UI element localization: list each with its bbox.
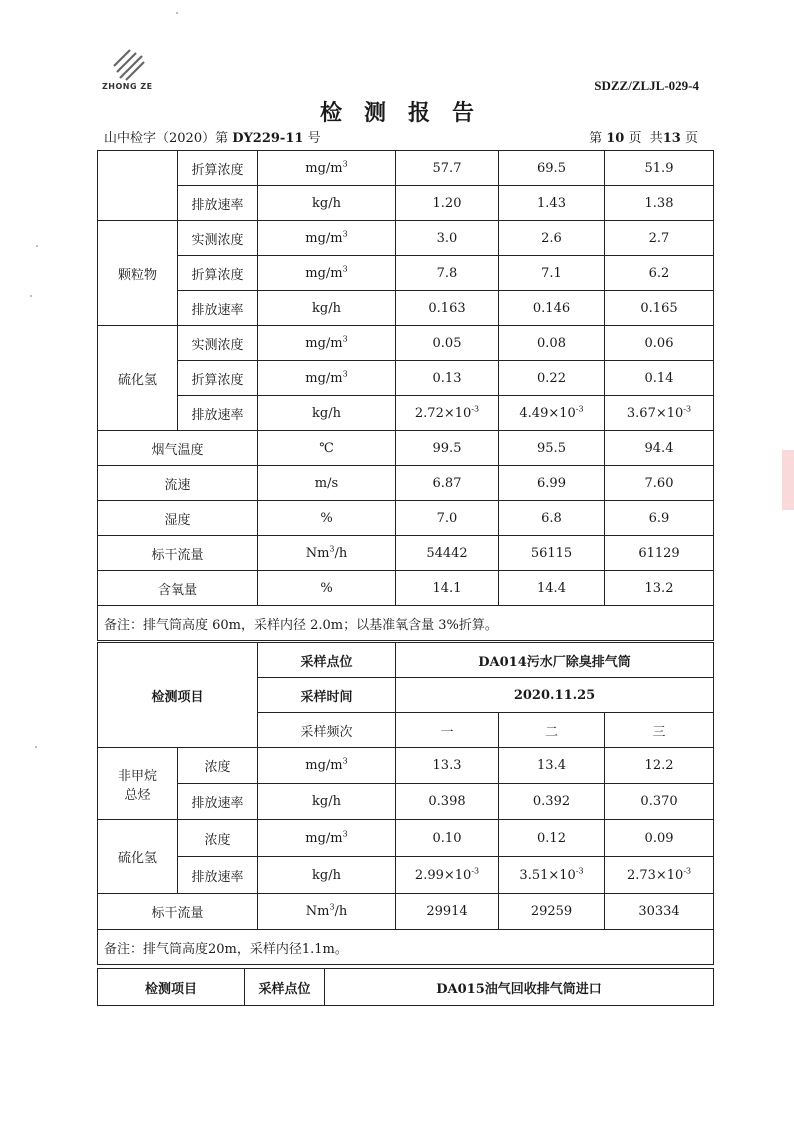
- value-cell: 2.6: [499, 221, 605, 256]
- table-row: [98, 501, 714, 536]
- unit-cell: $mg/m^3$: [258, 820, 396, 857]
- unit-cell: $mg/m^3$: [258, 151, 396, 186]
- value-cell: 99.5: [396, 431, 499, 466]
- unit-cell: $mg/m^3$: [258, 256, 396, 291]
- value-cell: 6.2: [605, 256, 714, 291]
- value-cell: 29259: [499, 894, 605, 930]
- table-row: [98, 606, 714, 641]
- unit-cell: $mg/m^3$: [258, 326, 396, 361]
- header-cell: 检测项目: [98, 969, 245, 1006]
- value-cell: 95.5: [499, 431, 605, 466]
- unit-cell: %: [258, 571, 396, 606]
- table-row: [98, 396, 714, 431]
- table-row: [98, 820, 714, 857]
- table-row: [98, 894, 714, 930]
- scan-speck: [30, 295, 32, 297]
- value-cell: 1.20: [396, 186, 499, 221]
- value-cell: 6.99: [499, 466, 605, 501]
- value-cell: 0.06: [605, 326, 714, 361]
- value-cell: 0.14: [605, 361, 714, 396]
- item-cell: 实测浓度: [178, 221, 258, 256]
- header-cell: 采样频次: [258, 713, 396, 748]
- item-cell: 湿度: [98, 501, 258, 536]
- unit-cell: $mg/m^3$: [258, 361, 396, 396]
- value-cell: 7.1: [499, 256, 605, 291]
- unit-cell: Nm$^3$/h: [258, 894, 396, 930]
- value-cell: 0.392: [499, 784, 605, 820]
- results-table-da014: [97, 642, 714, 965]
- sampling-point: DA015油气回收排气筒进口: [325, 969, 714, 1006]
- value-cell: 12.2: [605, 748, 714, 784]
- value-cell: 0.08: [499, 326, 605, 361]
- item-cell: 实测浓度: [178, 326, 258, 361]
- table-row: [98, 857, 714, 894]
- item-cell: 含氧量: [98, 571, 258, 606]
- item-cell: 排放速率: [178, 396, 258, 431]
- remark-cell: 备注：排气筒高度20m，采样内径1.1m。: [98, 930, 714, 965]
- logo-text: ZHONG ZE: [102, 82, 153, 91]
- remark-cell: 备注：排气筒高度 60m，采样内径 2.0m；以基准氧含量 3%折算。: [98, 606, 714, 641]
- table-row: [98, 221, 714, 256]
- scan-speck: [36, 245, 38, 247]
- value-cell: 13.4: [499, 748, 605, 784]
- unit-cell: Nm$^3$/h: [258, 536, 396, 571]
- value-cell: 69.5: [499, 151, 605, 186]
- document-code: SDZZ/ZLJL-029-4: [594, 78, 699, 93]
- item-cell: 排放速率: [178, 857, 258, 894]
- item-cell: 排放速率: [178, 291, 258, 326]
- value-cell: 6.87: [396, 466, 499, 501]
- table-row: [98, 784, 714, 820]
- value-cell: 13.3: [396, 748, 499, 784]
- table-row: [98, 748, 714, 784]
- unit-cell: ℃: [258, 431, 396, 466]
- table-row: [98, 361, 714, 396]
- item-cell: 浓度: [178, 820, 258, 857]
- item-cell: 排放速率: [178, 186, 258, 221]
- value-cell: 3.0: [396, 221, 499, 256]
- unit-cell: kg/h: [258, 857, 396, 894]
- unit-cell: kg/h: [258, 291, 396, 326]
- value-cell: 0.163: [396, 291, 499, 326]
- item-cell: 流速: [98, 466, 258, 501]
- value-cell: 2.7: [605, 221, 714, 256]
- scan-speck: [176, 12, 178, 14]
- table-row: [98, 256, 714, 291]
- unit-cell: kg/h: [258, 186, 396, 221]
- sampling-point: DA014污水厂除臭排气筒: [396, 643, 714, 678]
- value-cell: $3.67\times 10^{-3}$: [605, 396, 714, 431]
- sampling-time: 2020.11.25: [396, 678, 714, 713]
- table-row: [98, 431, 714, 466]
- group-cell: 非甲烷 总烃: [98, 748, 178, 820]
- table-row: [98, 969, 714, 1006]
- item-cell: 烟气温度: [98, 431, 258, 466]
- unit-cell: kg/h: [258, 396, 396, 431]
- report-number: 山中检字（2020）第 DY229-11 号: [104, 131, 321, 146]
- value-cell: $3.51\times 10^{-3}$: [499, 857, 605, 894]
- item-cell: 标干流量: [98, 536, 258, 571]
- value-cell: 7.60: [605, 466, 714, 501]
- table-row: [98, 291, 714, 326]
- stamp-edge: [782, 450, 794, 510]
- results-table-continued: [97, 150, 714, 641]
- table-row: [98, 326, 714, 361]
- value-cell: 57.7: [396, 151, 499, 186]
- item-cell: 折算浓度: [178, 256, 258, 291]
- frequency-cell: 三: [605, 713, 714, 748]
- value-cell: 14.1: [396, 571, 499, 606]
- page-info: 第 10 页 共13 页: [589, 131, 698, 146]
- value-cell: 0.10: [396, 820, 499, 857]
- value-cell: 6.8: [499, 501, 605, 536]
- table-row: [98, 536, 714, 571]
- unit-cell: kg/h: [258, 784, 396, 820]
- table-row: [98, 643, 714, 678]
- value-cell: 0.09: [605, 820, 714, 857]
- group-cell: [98, 151, 178, 221]
- value-cell: 0.146: [499, 291, 605, 326]
- header-cell: 检测项目: [98, 643, 258, 748]
- value-cell: 94.4: [605, 431, 714, 466]
- table-row: [98, 186, 714, 221]
- group-cell: 硫化氢: [98, 326, 178, 431]
- group-cell: 硫化氢: [98, 820, 178, 894]
- header-cell: 采样点位: [245, 969, 325, 1006]
- value-cell: 0.13: [396, 361, 499, 396]
- unit-cell: m/s: [258, 466, 396, 501]
- value-cell: $2.73\times 10^{-3}$: [605, 857, 714, 894]
- value-cell: $2.99\times 10^{-3}$: [396, 857, 499, 894]
- unit-cell: $mg/m^3$: [258, 221, 396, 256]
- table-row: [98, 466, 714, 501]
- value-cell: 7.8: [396, 256, 499, 291]
- value-cell: 1.38: [605, 186, 714, 221]
- value-cell: 0.165: [605, 291, 714, 326]
- item-cell: 浓度: [178, 748, 258, 784]
- table-row: [98, 930, 714, 965]
- value-cell: 7.0: [396, 501, 499, 536]
- value-cell: $2.72\times 10^{-3}$: [396, 396, 499, 431]
- value-cell: 30334: [605, 894, 714, 930]
- table-row: [98, 571, 714, 606]
- frequency-cell: 一: [396, 713, 499, 748]
- group-cell: 颗粒物: [98, 221, 178, 326]
- value-cell: 56115: [499, 536, 605, 571]
- value-cell: 0.370: [605, 784, 714, 820]
- frequency-cell: 二: [499, 713, 605, 748]
- scan-speck: [35, 746, 37, 748]
- value-cell: 0.22: [499, 361, 605, 396]
- value-cell: 61129: [605, 536, 714, 571]
- value-cell: 14.4: [499, 571, 605, 606]
- unit-cell: $mg/m^3$: [258, 748, 396, 784]
- table-row: [98, 151, 714, 186]
- results-table-da015: [97, 968, 714, 1006]
- header-cell: 采样点位: [258, 643, 396, 678]
- value-cell: 1.43: [499, 186, 605, 221]
- item-cell: 折算浓度: [178, 361, 258, 396]
- value-cell: $4.49\times 10^{-3}$: [499, 396, 605, 431]
- value-cell: 0.05: [396, 326, 499, 361]
- page-title: 检测报告: [319, 100, 496, 126]
- value-cell: 6.9: [605, 501, 714, 536]
- header-cell: 采样时间: [258, 678, 396, 713]
- value-cell: 13.2: [605, 571, 714, 606]
- value-cell: 54442: [396, 536, 499, 571]
- unit-cell: %: [258, 501, 396, 536]
- value-cell: 0.398: [396, 784, 499, 820]
- value-cell: 0.12: [499, 820, 605, 857]
- value-cell: 51.9: [605, 151, 714, 186]
- value-cell: 29914: [396, 894, 499, 930]
- item-cell: 折算浓度: [178, 151, 258, 186]
- item-cell: 排放速率: [178, 784, 258, 820]
- item-cell: 标干流量: [98, 894, 258, 930]
